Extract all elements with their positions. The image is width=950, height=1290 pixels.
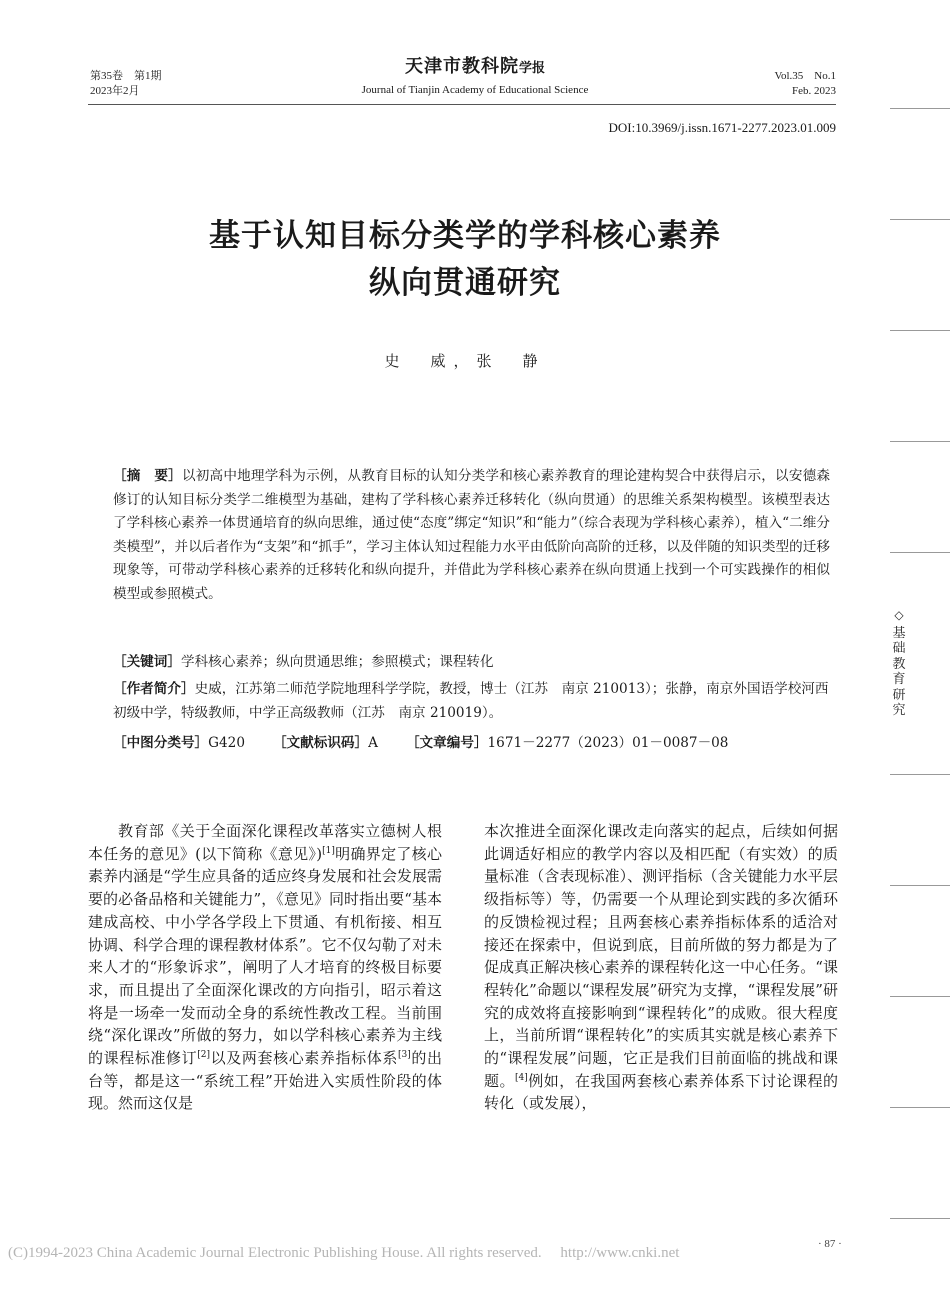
article-title bbox=[0, 213, 930, 307]
paragraph bbox=[484, 820, 838, 1115]
margin-rule bbox=[890, 330, 950, 331]
margin-rule bbox=[890, 108, 950, 109]
journal-name-en: Journal of Tianjin Academy of Educational Science bbox=[361, 84, 589, 96]
abstract-label: ［摘 要］ bbox=[113, 468, 182, 484]
text-run: 以及两套核心素养指标体系 bbox=[210, 1049, 398, 1068]
doc-code-value: A bbox=[368, 735, 378, 751]
margin-rule bbox=[890, 996, 950, 997]
margin-rule bbox=[890, 441, 950, 442]
doc-code-label: ［文献标识码］ bbox=[272, 735, 369, 751]
classification-info bbox=[113, 732, 833, 756]
issue-info-en bbox=[774, 69, 836, 99]
title-line-2: 纵向贯通研究 bbox=[369, 265, 561, 301]
header-rule bbox=[88, 104, 836, 105]
margin-rule bbox=[890, 1107, 950, 1108]
body-column-right bbox=[484, 820, 838, 1115]
paragraph bbox=[88, 820, 442, 1115]
text-run: 本次推进全面深化课改走向落实的起点，后续如何据此调适好相应的教学内容以及相匹配（有实效）的质量标准（含表现标准）、测评指标（含关键能力水平层级指标等）等，仍需要一个从理论到实践的多次循环的反馈检视过程；且两套核心素养指标体系的适洽对接还在探索中，但说到底，目前所做的努力都是为了促成真正解决核心素养的课程转化这一中心任务。“课程转化”命题以“课程发展”研究为支撑，“课程发展”研究的成效将直接影响到“课程转化”的成败。很大程度上，当前所谓“课程转化”的实质其实就是核心素养下的“课程发展”问题，它正是我们目前面临的挑战和课题。 bbox=[484, 822, 838, 1090]
citation-ref[interactable]: [4] bbox=[515, 1072, 528, 1083]
citation-ref[interactable]: [1] bbox=[322, 845, 335, 856]
keywords-label: ［关键词］ bbox=[113, 654, 181, 670]
text-run: 例如，在我国两套核心素养体系下讨论课程的转化（或发展）， bbox=[484, 1071, 838, 1113]
author-info bbox=[113, 678, 833, 725]
citation-ref[interactable]: [3] bbox=[397, 1050, 411, 1061]
margin-rule bbox=[890, 552, 950, 553]
abstract bbox=[113, 465, 830, 606]
page-number: · 87 · bbox=[818, 1238, 842, 1250]
margin-rule bbox=[890, 885, 950, 886]
title-line-1: 基于认知目标分类学的学科核心素养 bbox=[209, 218, 721, 254]
volume-issue-en: Vol.35 No.1 bbox=[774, 70, 836, 82]
keywords-text: 学科核心素养；纵向贯通思维；参照模式；课程转化 bbox=[180, 654, 494, 670]
margin-rule bbox=[890, 1218, 950, 1219]
volume-issue-cn: 第35卷 第1期 bbox=[90, 70, 162, 82]
abstract-text: 以初高中地理学科为示例，从教育目标的认知分类学和核心素养教育的理论建构契合中获得启示，以安德森修订的认知目标分类学二维模型为基础，建构了学科核心素养迁移转化（纵向贯通）的思维关系架构模型。该模型表达了学科核心素养一体贯通培育的纵向思维，通过使“态度”绑定“知识”和“能力”（综合表现为学科核心素养），植入“二维分类模型”，并以后者作为“支架”和“抓手”，学习主体认知过程能力水平由低阶向高阶的迁移，以及伴随的知识类型的迁移现象等，可带动学科核心素养的迁移转化和纵向提升，并借此为学科核心素养在纵向贯通上找到一个可实践操作的相似模型或参照模式。 bbox=[113, 468, 831, 602]
text-run: 教育部《关于全面深化课程改革落实立德树人根本任务的意见》(以下简称《意见》) bbox=[88, 822, 442, 863]
section-label bbox=[888, 608, 910, 719]
date-cn: 2023年2月 bbox=[90, 85, 140, 97]
body-column-left bbox=[88, 820, 442, 1115]
clc-value: G420 bbox=[208, 735, 245, 751]
copyright-footer: (C)1994-2023 China Academic Journal Electronic Publishing House. All rights reserved. http://www.cnki.net bbox=[8, 1245, 680, 1261]
author-info-label: ［作者简介］ bbox=[113, 681, 195, 697]
article-number-label: ［文章编号］ bbox=[405, 735, 488, 751]
journal-logo-suffix: 学报 bbox=[518, 61, 545, 76]
article-number-value: 1671－2277（2023）01－0087－08 bbox=[487, 735, 729, 751]
margin-rule bbox=[890, 219, 950, 220]
doi: DOI:10.3969/j.issn.1671-2277.2023.01.009 bbox=[608, 120, 836, 135]
clc-label: ［中图分类号］ bbox=[113, 735, 209, 751]
date-en: Feb. 2023 bbox=[792, 85, 836, 97]
citation-ref[interactable]: [2] bbox=[197, 1050, 211, 1061]
margin-rule bbox=[890, 774, 950, 775]
keywords bbox=[113, 651, 833, 675]
journal-logo-text: 天津市教科院 bbox=[404, 56, 519, 77]
section-label-text: 基 础 教 育 研 究 bbox=[892, 625, 906, 718]
authors: 史 威，张 静 bbox=[384, 352, 546, 370]
text-run: 明确界定了核心素养内涵是“学生应具备的适应终身发展和社会发展需要的必备品格和关键能力”，《意见》同时指出要“基本建成高校、中小学各学段上下贯通、有机衔接、相互协调、科学合理的课程教材体系”。它不仅勾勒了对未来人才的“形象诉求”，阐明了人才培育的终极目标要求，而且提出了全面深化课改的方向指引，昭示着这将是一场牵一发而动全身的系统性教改工程。当前围绕“深化课改”所做的努力，如以学科核心素养为主线的课程标准修订 bbox=[88, 844, 442, 1068]
diamond-icon: ◇ bbox=[894, 608, 904, 622]
author-info-text: 史威，江苏第二师范学院地理科学学院，教授，博士（江苏 南京 210013）；张静，南京外国语学校河西初级中学，特级教师，中学正高级教师（江苏 南京 210019）。 bbox=[113, 681, 829, 721]
text-run: 的出台等，都是这一“系统工程”开始进入实质性阶段的体现。然而这仅是 bbox=[88, 1049, 442, 1113]
